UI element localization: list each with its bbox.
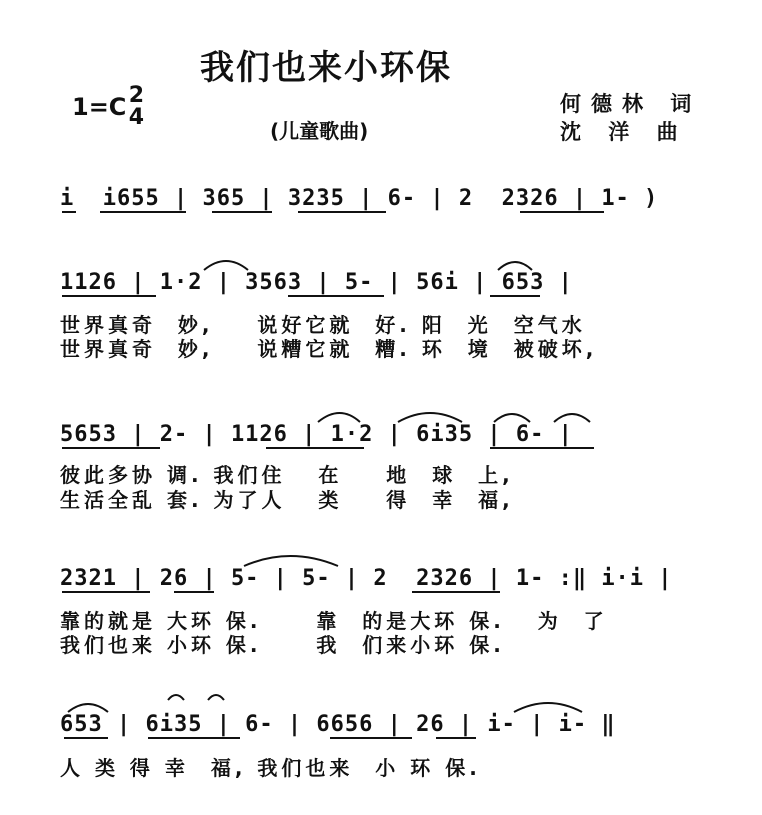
key-label: 1=C bbox=[72, 93, 127, 121]
notation-line-1: i i655 | 365 | 3235 | 6- | 2 2326 | 1- ) bbox=[60, 186, 659, 211]
time-numerator: 2 bbox=[128, 83, 145, 108]
notation-line-4: 2321 | 26 | 5- | 5- | 2 2326 | 1- :‖ i·i | bbox=[60, 566, 673, 591]
song-subtitle: (儿童歌曲) bbox=[270, 119, 369, 143]
lyrics-line-2-verse-2: 世界真奇 妙, 说糟它就 糟. 环 境 被破坏, bbox=[60, 337, 598, 361]
slur bbox=[398, 413, 462, 422]
composer-credit: 沈 洋 曲 bbox=[560, 120, 688, 144]
lyricist-credit: 何德林 词 bbox=[560, 92, 702, 116]
slur bbox=[494, 414, 530, 422]
slur bbox=[204, 261, 248, 270]
song-title: 我们也来小环保 bbox=[200, 48, 452, 88]
tie bbox=[514, 703, 582, 712]
time-signature bbox=[128, 85, 144, 129]
tie bbox=[244, 556, 338, 566]
key-signature bbox=[72, 85, 144, 129]
lyrics-line-2-verse-1: 世界真奇 妙, 说好它就 好. 阳 光 空气水 bbox=[60, 313, 586, 337]
slur bbox=[554, 414, 590, 422]
slur bbox=[318, 413, 360, 422]
lyrics-line-3-verse-2: 生活全乱 套. 为了人 类 得 幸 福, bbox=[60, 488, 514, 512]
slur bbox=[208, 695, 224, 700]
notation-line-3: 5653 | 2- | 1126 | 1·2 | 6i35 | 6- | bbox=[60, 422, 573, 447]
lyrics-line-3-verse-1: 彼此多协 调. 我们住 在 地 球 上, bbox=[60, 463, 514, 487]
slur bbox=[168, 695, 184, 700]
slur bbox=[498, 262, 532, 270]
lyrics-line-4-verse-2: 我们也来 小环 保. 我 们来小环 保. bbox=[60, 633, 505, 657]
notation-line-5: 653 | 6i35 | 6- | 6656 | 26 | i- | i- ‖ bbox=[60, 712, 616, 737]
lyrics-line-4-verse-1: 靠的就是 大环 保. 靠 的是大环 保. 为 了 bbox=[60, 609, 608, 633]
slur bbox=[68, 704, 108, 712]
lyrics-line-5-verse-1: 人 类 得 幸 福, 我们也来 小 环 保. bbox=[60, 756, 481, 780]
notation-line-2: 1126 | 1·2 | 3563 | 5- | 56i | 653 | bbox=[60, 270, 573, 295]
time-denominator: 4 bbox=[128, 105, 145, 130]
